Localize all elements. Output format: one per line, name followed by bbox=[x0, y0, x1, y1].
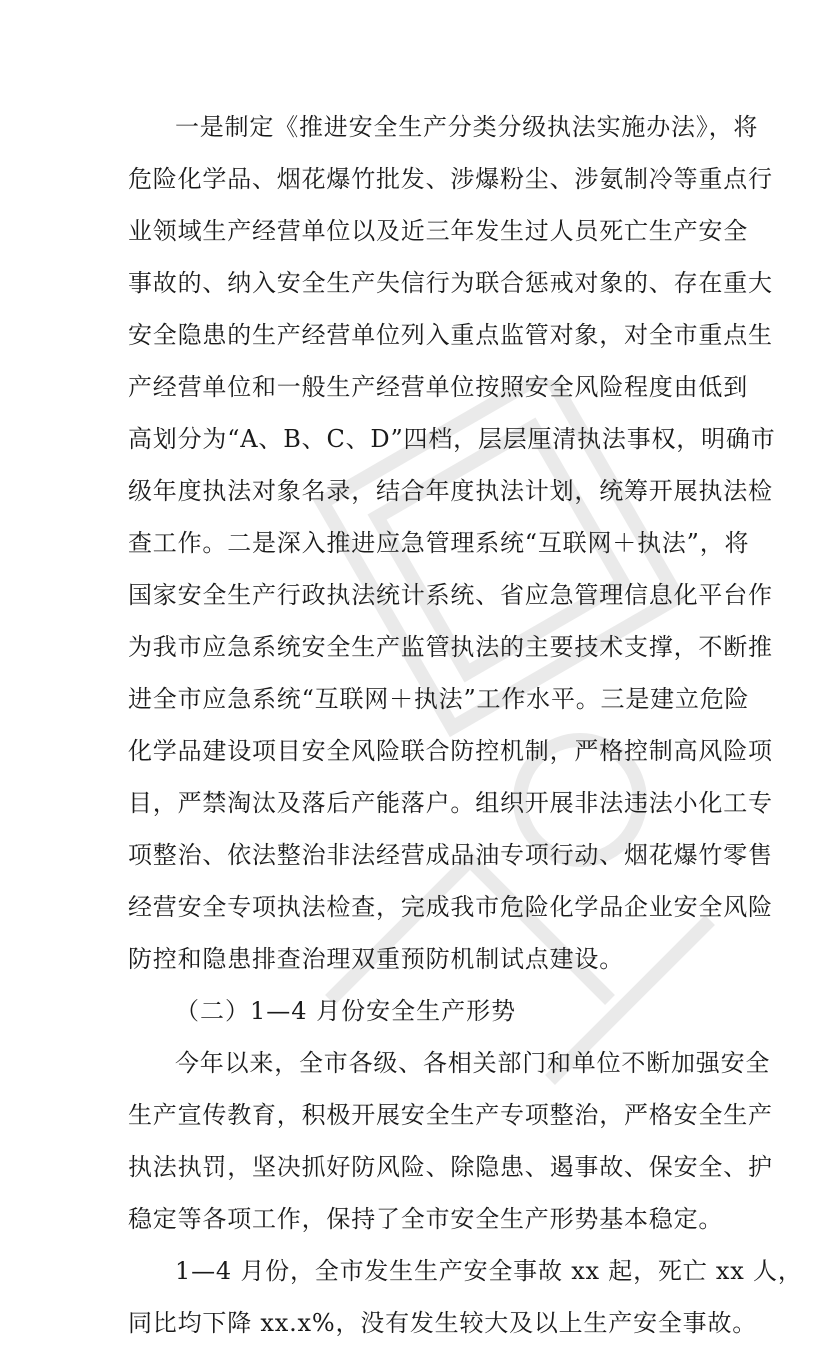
section-heading: （二）1—4 月份安全生产形势 bbox=[175, 997, 517, 1025]
text-line: 同比均下降 xx.x%，没有发生较大及以上生产安全事故。 bbox=[128, 1309, 758, 1337]
text-line: 查工作。二是深入推进应急管理系统“互联网＋执法”，将 bbox=[128, 529, 750, 557]
text-line: 今年以来，全市各级、各相关部门和单位不断加强安全 bbox=[175, 1049, 771, 1077]
paragraph-2 bbox=[128, 1037, 773, 1245]
text-line: 事故的、纳入安全生产失信行为联合惩戒对象的、存在重大 bbox=[128, 269, 773, 297]
text-line: 稳定等各项工作，保持了全市安全生产形势基本稳定。 bbox=[128, 1205, 724, 1233]
text-line: 级年度执法对象名录，结合年度执法计划，统筹开展执法检 bbox=[128, 477, 773, 505]
text-line: 经营安全专项执法检查，完成我市危险化学品企业安全风险 bbox=[128, 893, 773, 921]
text-line: 危险化学品、烟花爆竹批发、涉爆粉尘、涉氨制冷等重点行 bbox=[128, 165, 773, 193]
text-line: 执法执罚，坚决抓好防风险、除隐患、遏事故、保安全、护 bbox=[128, 1153, 773, 1181]
text-line: 项整治、依法整治非法经营成品油专项行动、烟花爆竹零售 bbox=[128, 841, 773, 869]
text-line: 为我市应急系统安全生产监管执法的主要技术支撑，不断推 bbox=[128, 633, 773, 661]
text-line: 1—4 月份，全市发生生产安全事故 xx 起，死亡 xx 人， bbox=[175, 1257, 803, 1285]
text-line: 生产宣传教育，积极开展安全生产专项整治，严格安全生产 bbox=[128, 1101, 773, 1129]
text-line: 化学品建设项目安全风险联合防控机制，严格控制高风险项 bbox=[128, 737, 773, 765]
text-line: 产经营单位和一般生产经营单位按照安全风险程度由低到 bbox=[128, 373, 748, 401]
text-line: 目，严禁淘汰及落后产能落户。组织开展非法违法小化工专 bbox=[128, 789, 773, 817]
text-line: 防控和隐患排查治理双重预防机制试点建设。 bbox=[128, 945, 624, 973]
body-text bbox=[128, 101, 803, 1349]
text-line: 安全隐患的生产经营单位列入重点监管对象，对全市重点生 bbox=[128, 321, 773, 349]
text-line: 一是制定《推进安全生产分类分级执法实施办法》，将 bbox=[175, 113, 759, 141]
text-line: 高划分为“A、B、C、D”四档，层层厘清执法事权，明确市 bbox=[128, 425, 776, 453]
text-line: 业领域生产经营单位以及近三年发生过人员死亡生产安全 bbox=[128, 217, 748, 245]
text-line: 国家安全生产行政执法统计系统、省应急管理信息化平台作 bbox=[128, 581, 773, 609]
paragraph-1 bbox=[128, 101, 776, 985]
paragraph-3 bbox=[128, 1245, 803, 1349]
text-line: 进全市应急系统“互联网＋执法”工作水平。三是建立危险 bbox=[128, 685, 750, 713]
